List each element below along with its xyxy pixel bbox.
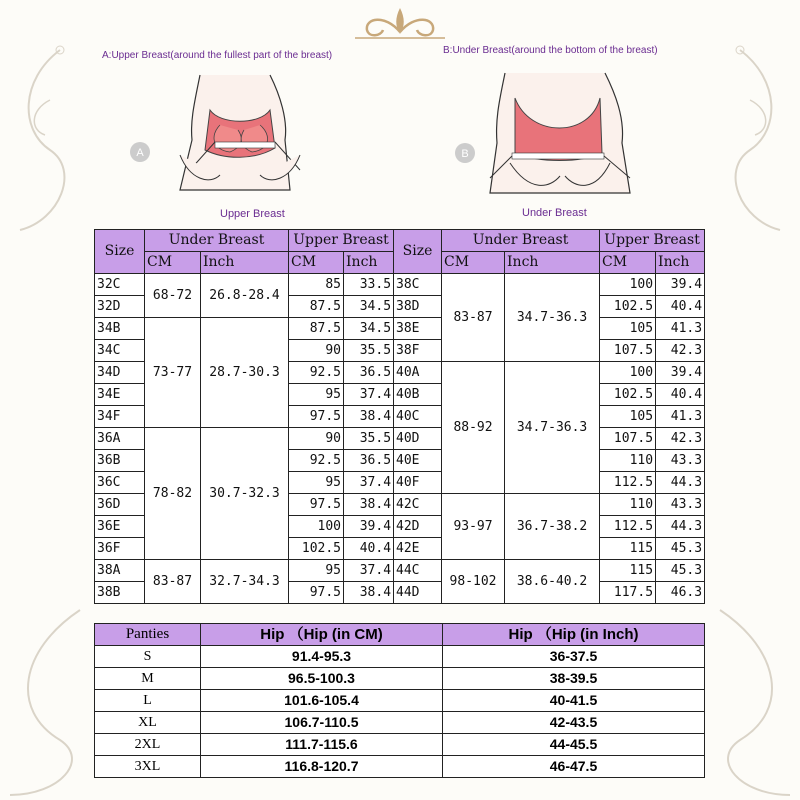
size-cell: 38D [394, 296, 442, 318]
upper-cm-cell: 90 [289, 340, 344, 362]
upper-cm-cell: 102.5 [600, 296, 656, 318]
panties-size-cell: M [95, 668, 201, 690]
under-cm-cell: 83-87 [145, 560, 201, 604]
upper-inch-cell: 44.3 [656, 472, 705, 494]
size-cell: 34E [95, 384, 145, 406]
panties-size-cell: S [95, 646, 201, 668]
hip-cm-header: Hip （Hip (in CM) [201, 624, 443, 646]
upper-inch-cell: 43.3 [656, 494, 705, 516]
upper-cm-cell: 115 [600, 538, 656, 560]
inch-header: Inch [505, 252, 600, 274]
hip-cm-cell: 111.7-115.6 [201, 734, 443, 756]
size-cell: 40E [394, 450, 442, 472]
size-cell: 36D [95, 494, 145, 516]
under-inch-cell: 26.8-28.4 [201, 274, 289, 318]
size-cell: 34D [95, 362, 145, 384]
upper-cm-cell: 110 [600, 450, 656, 472]
upper-inch-cell: 41.3 [656, 406, 705, 428]
under-breast-label: Under Breast [522, 207, 587, 219]
upper-inch-cell: 33.5 [344, 274, 394, 296]
upper-inch-cell: 40.4 [656, 296, 705, 318]
size-cell: 34C [95, 340, 145, 362]
upper-cm-cell: 90 [289, 428, 344, 450]
size-cell: 32D [95, 296, 145, 318]
hip-inch-cell: 38-39.5 [443, 668, 705, 690]
upper-cm-cell: 100 [289, 516, 344, 538]
panties-size-table [94, 623, 705, 778]
under-cm-cell: 83-87 [442, 274, 505, 362]
size-cell: 44D [394, 582, 442, 604]
bottom-flourish-left [0, 600, 100, 800]
size-cell: 40F [394, 472, 442, 494]
size-cell: 40D [394, 428, 442, 450]
size-cell: 38F [394, 340, 442, 362]
upper-inch-cell: 45.3 [656, 560, 705, 582]
inch-header: Inch [344, 252, 394, 274]
upper-inch-cell: 38.4 [344, 494, 394, 516]
hip-cm-cell: 116.8-120.7 [201, 756, 443, 778]
upper-inch-cell: 35.5 [344, 340, 394, 362]
size-cell: 38A [95, 560, 145, 582]
size-cell: 36F [95, 538, 145, 560]
upper-cm-cell: 92.5 [289, 362, 344, 384]
upper-cm-cell: 100 [600, 362, 656, 384]
hip-inch-cell: 40-41.5 [443, 690, 705, 712]
upper-inch-cell: 39.4 [656, 274, 705, 296]
upper-breast-illustration [120, 70, 340, 210]
upper-cm-cell: 107.5 [600, 340, 656, 362]
upper-inch-cell: 42.3 [656, 340, 705, 362]
table-row [95, 690, 705, 712]
bottom-flourish-right [700, 600, 800, 800]
size-cell: 40A [394, 362, 442, 384]
size-cell: 40B [394, 384, 442, 406]
upper-inch-cell: 42.3 [656, 428, 705, 450]
upper-cm-cell: 97.5 [289, 582, 344, 604]
size-header-right: Size [394, 230, 442, 274]
upper-cm-cell: 112.5 [600, 516, 656, 538]
hip-inch-cell: 36-37.5 [443, 646, 705, 668]
diagram-letter-b: B [461, 148, 469, 160]
upper-inch-cell: 37.4 [344, 472, 394, 494]
cm-header: CM [289, 252, 344, 274]
size-cell: 38C [394, 274, 442, 296]
under-inch-cell: 30.7-32.3 [201, 428, 289, 560]
under-cm-cell: 68-72 [145, 274, 201, 318]
size-cell: 36E [95, 516, 145, 538]
size-cell: 34B [95, 318, 145, 340]
hip-cm-cell: 91.4-95.3 [201, 646, 443, 668]
upper-cm-cell: 95 [289, 384, 344, 406]
upper-cm-cell: 97.5 [289, 494, 344, 516]
upper-cm-cell: 117.5 [600, 582, 656, 604]
panties-size-cell: 2XL [95, 734, 201, 756]
hip-inch-header: Hip （Hip (in Inch) [443, 624, 705, 646]
upper-cm-cell: 105 [600, 318, 656, 340]
under-breast-header-right: Under Breast [442, 230, 600, 252]
hip-inch-cell: 46-47.5 [443, 756, 705, 778]
size-cell: 44C [394, 560, 442, 582]
under-inch-cell: 28.7-30.3 [201, 318, 289, 428]
upper-inch-cell: 38.4 [344, 582, 394, 604]
upper-inch-cell: 34.5 [344, 318, 394, 340]
upper-inch-cell: 36.5 [344, 450, 394, 472]
panties-size-cell: XL [95, 712, 201, 734]
corner-flourish-left [0, 40, 90, 240]
table-row [95, 712, 705, 734]
inch-header: Inch [201, 252, 289, 274]
diagram-letter-a: A [136, 147, 144, 159]
upper-inch-cell: 37.4 [344, 384, 394, 406]
table-row [95, 274, 705, 296]
upper-cm-cell: 87.5 [289, 318, 344, 340]
upper-cm-cell: 85 [289, 274, 344, 296]
under-inch-cell: 34.7-36.3 [505, 362, 600, 494]
hip-cm-cell: 96.5-100.3 [201, 668, 443, 690]
upper-inch-cell: 41.3 [656, 318, 705, 340]
corner-flourish-right [710, 40, 800, 240]
upper-cm-cell: 92.5 [289, 450, 344, 472]
table-row [95, 428, 705, 450]
caption-a: A:Upper Breast(around the fullest part of the breast) [102, 50, 333, 61]
size-cell: 42C [394, 494, 442, 516]
under-cm-cell: 98-102 [442, 560, 505, 604]
upper-cm-cell: 97.5 [289, 406, 344, 428]
upper-cm-cell: 100 [600, 274, 656, 296]
under-cm-cell: 93-97 [442, 494, 505, 560]
under-inch-cell: 38.6-40.2 [505, 560, 600, 604]
table-row [95, 318, 705, 340]
size-cell: 34F [95, 406, 145, 428]
size-cell: 42E [394, 538, 442, 560]
upper-inch-cell: 34.5 [344, 296, 394, 318]
upper-inch-cell: 35.5 [344, 428, 394, 450]
table-row [95, 734, 705, 756]
upper-inch-cell: 40.4 [656, 384, 705, 406]
upper-inch-cell: 45.3 [656, 538, 705, 560]
size-cell: 38E [394, 318, 442, 340]
under-inch-cell: 36.7-38.2 [505, 494, 600, 560]
upper-cm-cell: 105 [600, 406, 656, 428]
size-cell: 40C [394, 406, 442, 428]
bra-size-table [94, 229, 705, 604]
upper-breast-label: Upper Breast [220, 208, 285, 220]
under-breast-header-left: Under Breast [145, 230, 289, 252]
upper-inch-cell: 39.4 [344, 516, 394, 538]
under-breast-illustration [450, 68, 670, 208]
under-cm-cell: 73-77 [145, 318, 201, 428]
panties-size-cell: 3XL [95, 756, 201, 778]
hip-inch-cell: 42-43.5 [443, 712, 705, 734]
upper-cm-cell: 112.5 [600, 472, 656, 494]
under-cm-cell: 78-82 [145, 428, 201, 560]
table-row [95, 560, 705, 582]
size-cell: 42D [394, 516, 442, 538]
upper-breast-header-left: Upper Breast [289, 230, 394, 252]
upper-cm-cell: 110 [600, 494, 656, 516]
upper-breast-header-right: Upper Breast [600, 230, 705, 252]
upper-cm-cell: 102.5 [600, 384, 656, 406]
cm-header: CM [145, 252, 201, 274]
size-header-left: Size [95, 230, 145, 274]
table-row [95, 646, 705, 668]
top-ornament [345, 4, 455, 44]
under-cm-cell: 88-92 [442, 362, 505, 494]
upper-inch-cell: 43.3 [656, 450, 705, 472]
table-row [95, 756, 705, 778]
under-inch-cell: 34.7-36.3 [505, 274, 600, 362]
upper-cm-cell: 107.5 [600, 428, 656, 450]
upper-cm-cell: 95 [289, 560, 344, 582]
size-cell: 36A [95, 428, 145, 450]
hip-cm-cell: 106.7-110.5 [201, 712, 443, 734]
upper-inch-cell: 38.4 [344, 406, 394, 428]
upper-cm-cell: 87.5 [289, 296, 344, 318]
upper-inch-cell: 36.5 [344, 362, 394, 384]
panties-header: Panties [95, 624, 201, 646]
table-row [95, 668, 705, 690]
size-cell: 32C [95, 274, 145, 296]
under-inch-cell: 32.7-34.3 [201, 560, 289, 604]
upper-cm-cell: 102.5 [289, 538, 344, 560]
cm-header: CM [442, 252, 505, 274]
size-cell: 36B [95, 450, 145, 472]
upper-inch-cell: 46.3 [656, 582, 705, 604]
caption-b: B:Under Breast(around the bottom of the breast) [443, 45, 658, 56]
upper-inch-cell: 37.4 [344, 560, 394, 582]
size-cell: 36C [95, 472, 145, 494]
upper-cm-cell: 115 [600, 560, 656, 582]
upper-cm-cell: 95 [289, 472, 344, 494]
upper-inch-cell: 39.4 [656, 362, 705, 384]
inch-header: Inch [656, 252, 705, 274]
upper-inch-cell: 44.3 [656, 516, 705, 538]
hip-inch-cell: 44-45.5 [443, 734, 705, 756]
panties-size-cell: L [95, 690, 201, 712]
upper-inch-cell: 40.4 [344, 538, 394, 560]
size-cell: 38B [95, 582, 145, 604]
hip-cm-cell: 101.6-105.4 [201, 690, 443, 712]
cm-header: CM [600, 252, 656, 274]
